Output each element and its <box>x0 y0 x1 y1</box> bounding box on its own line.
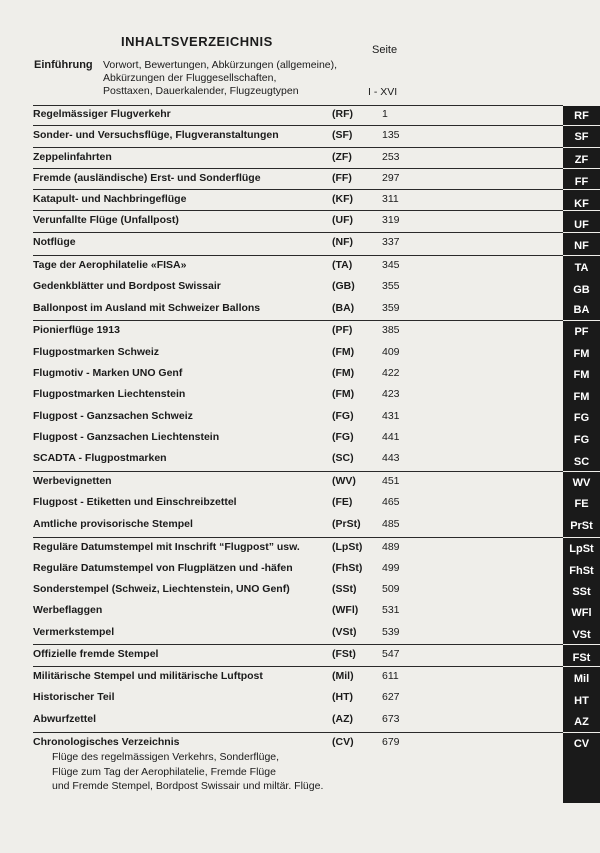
entry-abbreviation: (WFl) <box>332 604 359 616</box>
section-divider <box>33 210 563 211</box>
contents-entry <box>33 452 563 470</box>
contents-entry <box>33 193 563 211</box>
contents-entry <box>33 431 563 449</box>
entry-page-number: 253 <box>382 151 400 163</box>
entry-abbreviation: (RF) <box>332 108 353 120</box>
page-column-header: Seite <box>372 44 398 56</box>
contents-entry <box>33 108 563 126</box>
entry-abbreviation: (GB) <box>332 280 355 292</box>
intro-page-range: I - XVI <box>368 86 398 98</box>
entry-abbreviation: (Mil) <box>332 670 354 682</box>
contents-entry <box>33 129 563 147</box>
entry-page-number: 423 <box>382 388 400 400</box>
tab-divider <box>563 210 600 211</box>
section-tab: Mil <box>573 673 590 685</box>
contents-entry <box>33 259 563 277</box>
contents-entry <box>33 172 563 190</box>
tab-divider <box>563 168 600 169</box>
entry-title: Notflüge <box>33 236 76 248</box>
tab-divider <box>563 125 600 126</box>
contents-entry <box>33 670 563 688</box>
contents-entry <box>33 346 563 364</box>
section-tab: HT <box>574 695 589 707</box>
section-tab: PrSt <box>570 520 593 532</box>
section-tab: SSt <box>572 586 591 598</box>
entry-title: Gedenkblätter und Bordpost Swissair <box>33 280 221 292</box>
section-divider <box>33 255 563 256</box>
entry-page-number: 489 <box>382 541 400 553</box>
entry-abbreviation: (SSt) <box>332 583 357 595</box>
contents-entry <box>33 562 563 580</box>
entry-abbreviation: (VSt) <box>332 626 357 638</box>
entry-abbreviation: (FhSt) <box>332 562 363 574</box>
entry-title: Sonderstempel (Schweiz, Liechtenstein, UNO Genf) <box>33 583 290 595</box>
entry-title: Zeppelinfahrten <box>33 151 112 163</box>
contents-entry <box>33 280 563 298</box>
section-divider <box>33 320 563 321</box>
cv-description-line: Flüge zum Tag der Aerophilatelie, Fremde Flüge <box>52 766 276 778</box>
entry-page-number: 673 <box>382 713 400 725</box>
entry-abbreviation: (SC) <box>332 452 354 464</box>
contents-entry <box>33 691 563 709</box>
section-tab: WV <box>572 477 591 489</box>
entry-page-number: 611 <box>382 670 399 682</box>
entry-abbreviation: (UF) <box>332 214 353 226</box>
entry-title: Regelmässiger Flugverkehr <box>33 108 171 120</box>
entry-abbreviation: (HT) <box>332 691 353 703</box>
section-tab: SC <box>573 456 590 468</box>
section-tab: LpSt <box>569 543 594 555</box>
contents-entry <box>33 388 563 406</box>
entry-page-number: 465 <box>382 496 400 508</box>
section-tab: FM <box>573 369 590 381</box>
intro-label: Einführung <box>34 59 93 71</box>
tab-divider <box>563 232 600 233</box>
contents-entry <box>33 236 563 254</box>
contents-entry <box>33 324 563 342</box>
intro-line: Vorwort, Bewertungen, Abkürzungen (allgemeine), <box>103 59 338 71</box>
section-tab: NF <box>574 240 589 252</box>
section-divider <box>33 189 563 190</box>
entry-abbreviation: (PF) <box>332 324 353 336</box>
entry-page-number: 531 <box>382 604 400 616</box>
section-tab: FM <box>573 348 590 360</box>
contents-entry <box>33 214 563 232</box>
entry-abbreviation: (TA) <box>332 259 353 271</box>
entry-title: Katapult- und Nachbringeflüge <box>33 193 187 205</box>
section-tab: CV <box>573 738 590 750</box>
section-tab: VSt <box>572 629 591 641</box>
contents-entry <box>33 648 563 666</box>
entry-title: Amtliche provisorische Stempel <box>33 518 193 530</box>
entry-abbreviation: (FM) <box>332 346 355 358</box>
entry-abbreviation: (LpSt) <box>332 541 363 553</box>
intro-line: Posttaxen, Dauerkalender, Flugzeugtypen <box>103 85 299 97</box>
entry-title: Pionierflüge 1913 <box>33 324 120 336</box>
entry-title: Flugpostmarken Liechtenstein <box>33 388 186 400</box>
section-tab: ZF <box>574 154 589 166</box>
page-title: INHALTSVERZEICHNIS <box>121 34 273 49</box>
entry-abbreviation: (KF) <box>332 193 353 205</box>
section-divider <box>33 232 563 233</box>
contents-entry <box>33 367 563 385</box>
entry-page-number: 355 <box>382 280 400 292</box>
entry-abbreviation: (PrSt) <box>332 518 361 530</box>
entry-abbreviation: (FE) <box>332 496 353 508</box>
tab-divider <box>563 644 600 645</box>
section-tab: WFl <box>571 607 592 619</box>
entry-abbreviation: (AZ) <box>332 713 353 725</box>
tab-divider <box>563 537 600 538</box>
entry-abbreviation: (FM) <box>332 388 355 400</box>
section-divider <box>33 537 563 538</box>
cv-description-line: und Fremde Stempel, Bordpost Swissair und miltär. Flüge. <box>52 780 324 792</box>
entry-title: SCADTA - Flugpostmarken <box>33 452 167 464</box>
entry-title: Reguläre Datumstempel mit Inschrift “Flugpost” usw. <box>33 541 300 553</box>
entry-title: Werbeflaggen <box>33 604 103 616</box>
section-divider <box>33 105 563 106</box>
entry-page-number: 422 <box>382 367 400 379</box>
contents-entry <box>33 541 563 559</box>
entry-title: Chronologisches Verzeichnis <box>33 736 180 748</box>
entry-abbreviation: (FG) <box>332 431 354 443</box>
section-tab: FE <box>574 498 589 510</box>
entry-abbreviation: (BA) <box>332 302 355 314</box>
contents-entry <box>33 713 563 731</box>
section-tab: GB <box>573 284 590 296</box>
entry-page-number: 319 <box>382 214 400 226</box>
section-tab: UF <box>574 219 589 231</box>
contents-entry <box>33 496 563 514</box>
entry-page-number: 345 <box>382 259 400 271</box>
entry-abbreviation: (FM) <box>332 367 355 379</box>
entry-page-number: 1 <box>382 108 388 120</box>
entry-page-number: 451 <box>382 475 400 487</box>
intro-line: Abkürzungen der Fluggesellschaften, <box>103 72 277 84</box>
entry-page-number: 441 <box>382 431 400 443</box>
tab-divider <box>563 320 600 321</box>
entry-page-number: 499 <box>382 562 400 574</box>
entry-abbreviation: (CV) <box>332 736 354 748</box>
entry-title: Flugmotiv - Marken UNO Genf <box>33 367 183 379</box>
contents-entry <box>33 604 563 622</box>
entry-title: Verunfallte Flüge (Unfallpost) <box>33 214 179 226</box>
entry-abbreviation: (NF) <box>332 236 353 248</box>
section-tab: FM <box>573 391 590 403</box>
entry-abbreviation: (FSt) <box>332 648 356 660</box>
entry-title: Werbevignetten <box>33 475 112 487</box>
entry-title: Abwurfzettel <box>33 713 96 725</box>
entry-page-number: 135 <box>382 129 400 141</box>
entry-abbreviation: (WV) <box>332 475 356 487</box>
entry-title: Flugpost - Ganzsachen Liechtenstein <box>33 431 220 443</box>
entry-page-number: 297 <box>382 172 400 184</box>
entry-page-number: 409 <box>382 346 400 358</box>
entry-title: Flugpost - Etiketten und Einschreibzettel <box>33 496 237 508</box>
entry-page-number: 627 <box>382 691 400 703</box>
section-divider <box>33 732 563 733</box>
contents-entry <box>33 151 563 169</box>
section-tab: TA <box>574 262 589 274</box>
section-tab: FF <box>574 176 589 188</box>
entry-title: Historischer Teil <box>33 691 115 703</box>
entry-page-number: 385 <box>382 324 400 336</box>
tab-divider <box>563 189 600 190</box>
entry-page-number: 485 <box>382 518 400 530</box>
section-tab: AZ <box>574 716 589 728</box>
entry-page-number: 539 <box>382 626 400 638</box>
section-divider <box>33 168 563 169</box>
section-divider <box>33 125 563 126</box>
entry-title: Ballonpost im Ausland mit Schweizer Ballons <box>33 302 261 314</box>
entry-page-number: 509 <box>382 583 400 595</box>
section-divider <box>33 644 563 645</box>
section-tab: FG <box>573 412 590 424</box>
entry-page-number: 443 <box>382 452 400 464</box>
entry-title: Flugpost - Ganzsachen Schweiz <box>33 410 193 422</box>
entry-abbreviation: (SF) <box>332 129 353 141</box>
entry-page-number: 359 <box>382 302 400 314</box>
entry-title: Militärische Stempel und militärische Luftpost <box>33 670 263 682</box>
entry-abbreviation: (FF) <box>332 172 352 184</box>
cv-description-line: Flüge des regelmässigen Verkehrs, Sonderflüge, <box>52 751 280 763</box>
entry-title: Fremde (ausländische) Erst- und Sonderflüge <box>33 172 261 184</box>
section-divider <box>33 666 563 667</box>
entry-page-number: 337 <box>382 236 400 248</box>
tab-divider <box>563 147 600 148</box>
entry-abbreviation: (ZF) <box>332 151 352 163</box>
entry-abbreviation: (FG) <box>332 410 354 422</box>
entry-page-number: 311 <box>382 193 399 205</box>
contents-entry <box>33 518 563 536</box>
entry-title: Sonder- und Versuchsflüge, Flugveranstaltungen <box>33 129 279 141</box>
section-tab: PF <box>574 326 589 338</box>
section-tab: BA <box>573 304 590 316</box>
tab-divider <box>563 471 600 472</box>
tab-divider <box>563 666 600 667</box>
contents-entry <box>33 475 563 493</box>
section-divider <box>33 471 563 472</box>
entry-page-number: 431 <box>382 410 400 422</box>
section-tab: FG <box>573 434 590 446</box>
tab-divider <box>563 732 600 733</box>
section-tab: SF <box>574 131 589 143</box>
section-divider <box>33 147 563 148</box>
contents-entry <box>33 302 563 320</box>
contents-entry <box>33 583 563 601</box>
section-tab: FSt <box>572 652 591 664</box>
contents-entry <box>33 626 563 644</box>
section-tab: FhSt <box>569 565 594 577</box>
entry-page-number: 547 <box>382 648 400 660</box>
entry-title: Vermerkstempel <box>33 626 115 638</box>
entry-title: Tage der Aerophilatelie «FISA» <box>33 259 187 271</box>
section-tab: RF <box>574 110 589 122</box>
tab-divider <box>563 255 600 256</box>
entry-title: Reguläre Datumstempel von Flugplätzen und -häfen <box>33 562 293 574</box>
section-tab: KF <box>574 198 589 210</box>
entry-title: Offizielle fremde Stempel <box>33 648 159 660</box>
entry-title: Flugpostmarken Schweiz <box>33 346 160 358</box>
entry-page-number: 679 <box>382 736 400 748</box>
contents-entry <box>33 410 563 428</box>
